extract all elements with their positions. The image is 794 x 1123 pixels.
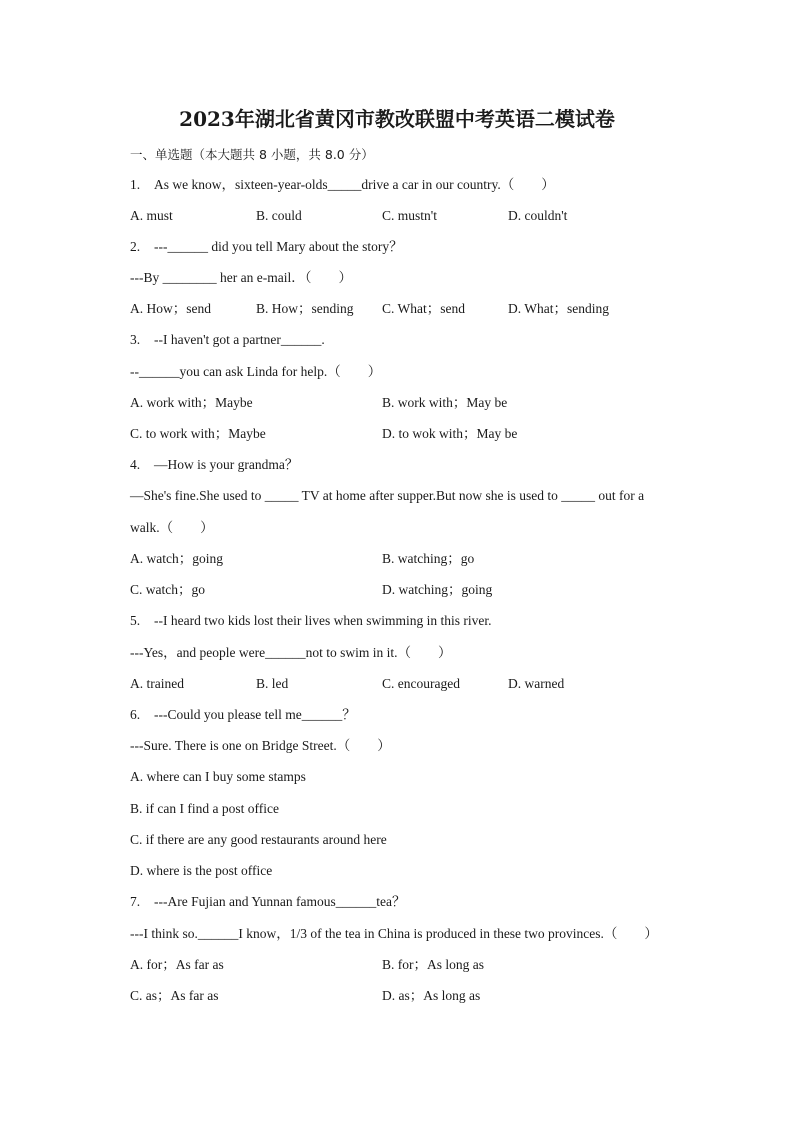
option-c: C. as；As far as <box>130 988 219 1003</box>
question-text: ---Yes，and people were______not to swim in it.（ ） <box>130 645 452 660</box>
option-a: A. work with；Maybe <box>130 395 253 410</box>
option-b: B. for；As long as <box>382 957 484 972</box>
page-title: 2023年湖北省黄冈市教改联盟中考英语二模试卷 <box>179 107 615 131</box>
question-4 <box>130 456 298 474</box>
question-number: 2. <box>130 239 141 254</box>
question-text: ---Sure. There is one on Bridge Street.（ ） <box>130 738 391 753</box>
section-heading: 一、单选题（本大题共 8 小题，共 8.0 分） <box>130 147 374 162</box>
question-text: walk.（ ） <box>130 520 214 535</box>
question-text: —How is your grandma？ <box>154 457 299 472</box>
question-6 <box>130 706 356 724</box>
question-number: 4. <box>130 457 141 472</box>
option-a: A. must <box>130 208 173 223</box>
option-d: D. What；sending <box>508 301 609 316</box>
option-d: D. warned <box>508 676 565 691</box>
option-d: D. watching；going <box>382 582 493 597</box>
option-d: D. as；As long as <box>382 988 481 1003</box>
option-c: C. watch；go <box>130 582 205 597</box>
question-7 <box>130 893 405 911</box>
question-text: As we know，sixteen-year-olds_____drive a car in our country.（ ） <box>154 177 555 192</box>
option-b: B. could <box>256 208 302 223</box>
option-a: A. How；send <box>130 301 211 316</box>
question-text: --______you can ask Linda for help.（ ） <box>130 364 382 379</box>
question-text: ---Are Fujian and Yunnan famous______tea？ <box>154 894 406 909</box>
question-number: 5. <box>130 613 141 628</box>
question-text: ---______ did you tell Mary about the story？ <box>154 239 403 254</box>
option-b: B. work with；May be <box>382 395 508 410</box>
option-d: D. where is the post office <box>130 863 273 878</box>
option-b: B. led <box>256 676 289 691</box>
question-text: ---I think so.______I know，1/3 of the tea in China is produced in these two provinces.（ ） <box>130 926 658 941</box>
question-text: ---Could you please tell me______？ <box>154 707 356 722</box>
option-d: D. couldn't <box>508 208 568 223</box>
option-c: C. encouraged <box>382 676 460 691</box>
question-1 <box>130 176 555 194</box>
question-text: --I haven't got a partner______. <box>154 332 325 347</box>
question-text: —She's fine.She used to _____ TV at home after supper.But now she is used to _____ out for a <box>130 488 645 503</box>
option-a: A. trained <box>130 676 184 691</box>
option-a: A. for；As far as <box>130 957 224 972</box>
question-number: 1. <box>130 177 141 192</box>
question-5 <box>130 612 491 630</box>
option-b: B. if can I find a post office <box>130 801 279 816</box>
question-number: 3. <box>130 332 141 347</box>
question-3 <box>130 331 325 349</box>
option-b: B. watching；go <box>382 551 475 566</box>
question-number: 6. <box>130 707 141 722</box>
question-2 <box>130 238 403 256</box>
option-d: D. to wok with；May be <box>382 426 518 441</box>
question-text: --I heard two kids lost their lives when swimming in this river. <box>154 613 492 628</box>
option-c: C. mustn't <box>382 208 437 223</box>
option-c: C. What；send <box>382 301 465 316</box>
question-text: ---By ________ her an e-mail．（ ） <box>130 270 352 285</box>
option-c: C. to work with；Maybe <box>130 426 266 441</box>
option-a: A. watch；going <box>130 551 223 566</box>
option-a: A. where can I buy some stamps <box>130 769 306 784</box>
option-b: B. How；sending <box>256 301 354 316</box>
option-c: C. if there are any good restaurants around here <box>130 832 387 847</box>
question-number: 7. <box>130 894 141 909</box>
